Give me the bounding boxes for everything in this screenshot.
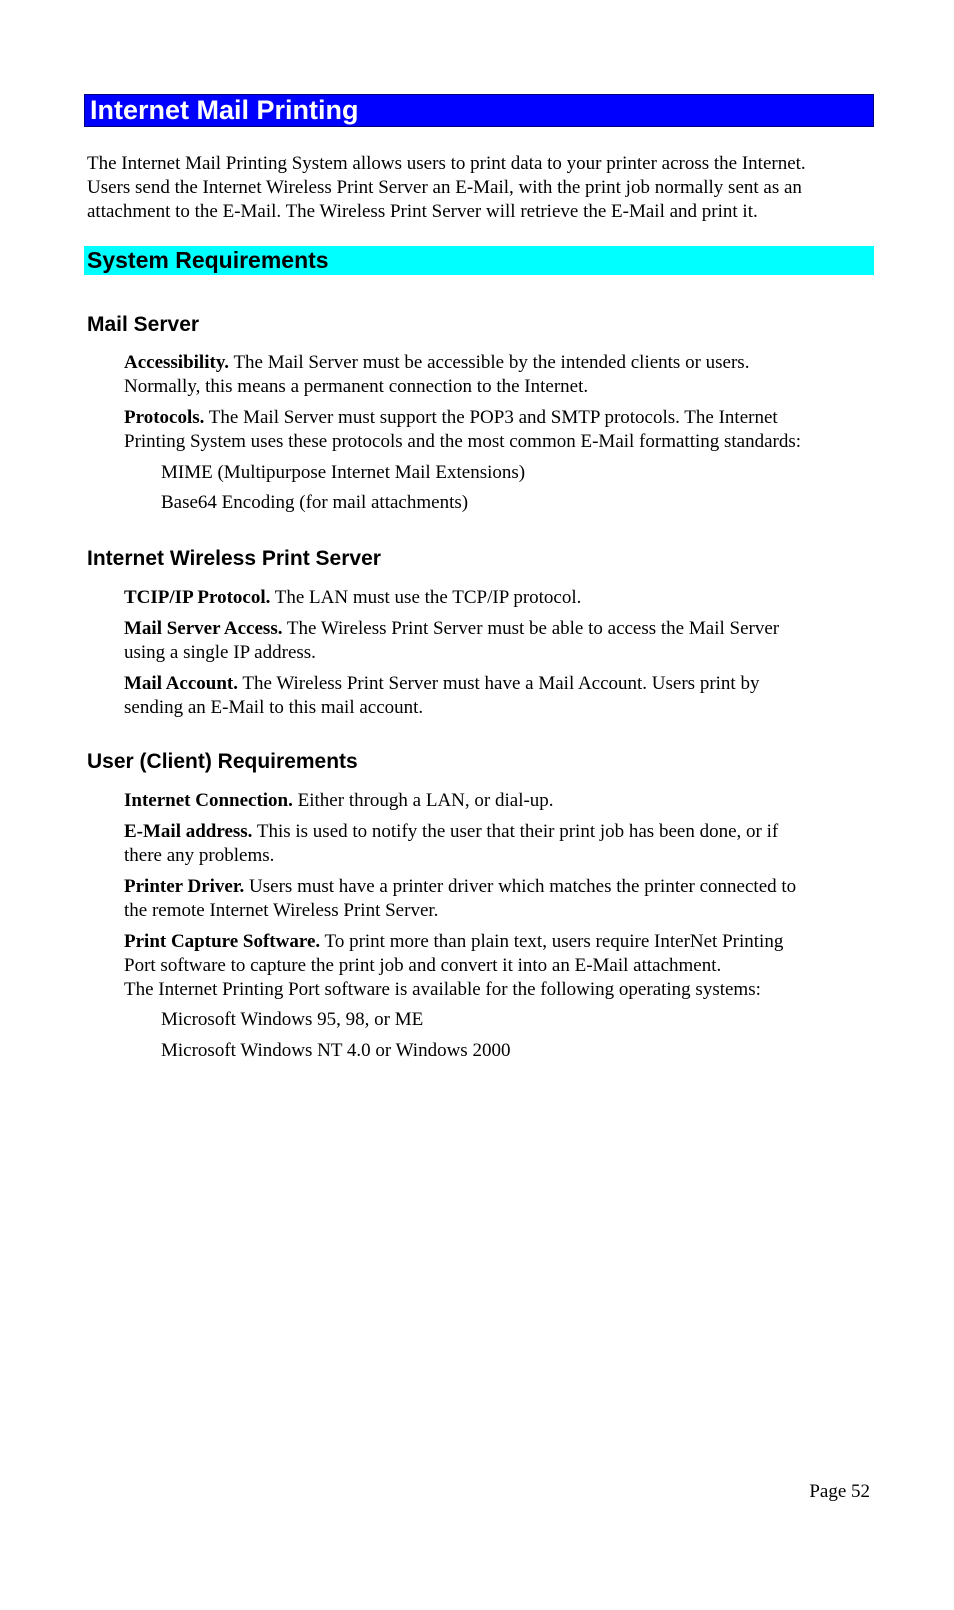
internet-connection-paragraph: [124, 789, 554, 813]
section-heading: System Requirements: [87, 247, 329, 273]
accessibility-paragraph: [124, 351, 749, 399]
intro-line: attachment to the E-Mail. The Wireless Print Server will retrieve the E-Mail and print it.: [87, 201, 758, 222]
standards-list-item: MIME (Multipurpose Internet Mail Extensions): [161, 462, 526, 483]
intro-line: Users send the Internet Wireless Print Server an E-Mail, with the print job normally sent as an: [87, 177, 802, 198]
protocols-text: The Mail Server must support the POP3 and SMTP protocols. The Internet: [204, 407, 778, 428]
print-capture-text-2: Port software to capture the print job and convert it into an E-Mail attachment.: [124, 955, 722, 976]
mail-server-access-paragraph: [124, 617, 779, 665]
tcpip-term: TCIP/IP Protocol.: [124, 587, 271, 608]
accessibility-text: The Mail Server must be accessible by the intended clients or users.: [229, 352, 750, 373]
mail-server-heading: Mail Server: [87, 313, 200, 336]
email-address-term: E-Mail address.: [124, 821, 253, 842]
print-capture-text-3: The Internet Printing Port software is available for the following operating systems:: [124, 979, 761, 1000]
protocols-paragraph: [124, 406, 801, 454]
accessibility-term: Accessibility.: [124, 352, 230, 373]
protocols-text-2: Printing System uses these protocols and the most common E-Mail formatting standards:: [124, 431, 802, 452]
mail-account-text: The Wireless Print Server must have a Mail Account. Users print by: [238, 673, 760, 694]
mail-server-access-text-2: using a single IP address.: [124, 642, 316, 663]
section-heading-banner: [84, 246, 874, 275]
tcpip-paragraph: [124, 586, 581, 610]
intro-paragraph: [87, 152, 806, 224]
mail-server-access-text: The Wireless Print Server must be able to access the Mail Server: [282, 618, 780, 639]
print-server-heading: Internet Wireless Print Server: [87, 547, 381, 570]
page-title: Internet Mail Printing: [90, 95, 359, 125]
page-title-banner: [84, 94, 874, 127]
printer-driver-term: Printer Driver.: [124, 876, 245, 897]
os-list-item: Microsoft Windows NT 4.0 or Windows 2000: [161, 1040, 511, 1061]
mail-account-term: Mail Account.: [124, 673, 238, 694]
os-list-item: Microsoft Windows 95, 98, or ME: [161, 1009, 424, 1030]
mail-account-text-2: sending an E-Mail to this mail account.: [124, 697, 424, 718]
internet-connection-text: Either through a LAN, or dial-up.: [292, 790, 554, 811]
mail-account-paragraph: [124, 672, 759, 720]
accessibility-text-2: Normally, this means a permanent connection to the Internet.: [124, 376, 589, 397]
internet-connection-term: Internet Connection.: [124, 790, 293, 811]
print-capture-text: To print more than plain text, users require InterNet Printing: [320, 931, 784, 952]
intro-line: The Internet Mail Printing System allows users to print data to your printer across the Internet.: [87, 153, 806, 174]
print-capture-paragraph: [124, 930, 783, 1002]
email-address-text-2: there any problems.: [124, 845, 275, 866]
printer-driver-text-2: the remote Internet Wireless Print Server.: [124, 900, 439, 921]
tcpip-text: The LAN must use the TCP/IP protocol.: [270, 587, 582, 608]
standards-list-item: Base64 Encoding (for mail attachments): [161, 492, 469, 513]
printer-driver-text: Users must have a printer driver which matches the printer connected to: [244, 876, 797, 897]
client-heading: User (Client) Requirements: [87, 750, 358, 773]
email-address-text: This is used to notify the user that their print job has been done, or if: [252, 821, 779, 842]
protocols-term: Protocols.: [124, 407, 205, 428]
mail-server-access-term: Mail Server Access.: [124, 618, 283, 639]
printer-driver-paragraph: [124, 875, 796, 923]
print-capture-term: Print Capture Software.: [124, 931, 321, 952]
page-number: Page 52: [809, 1481, 870, 1502]
email-address-paragraph: [124, 820, 778, 868]
